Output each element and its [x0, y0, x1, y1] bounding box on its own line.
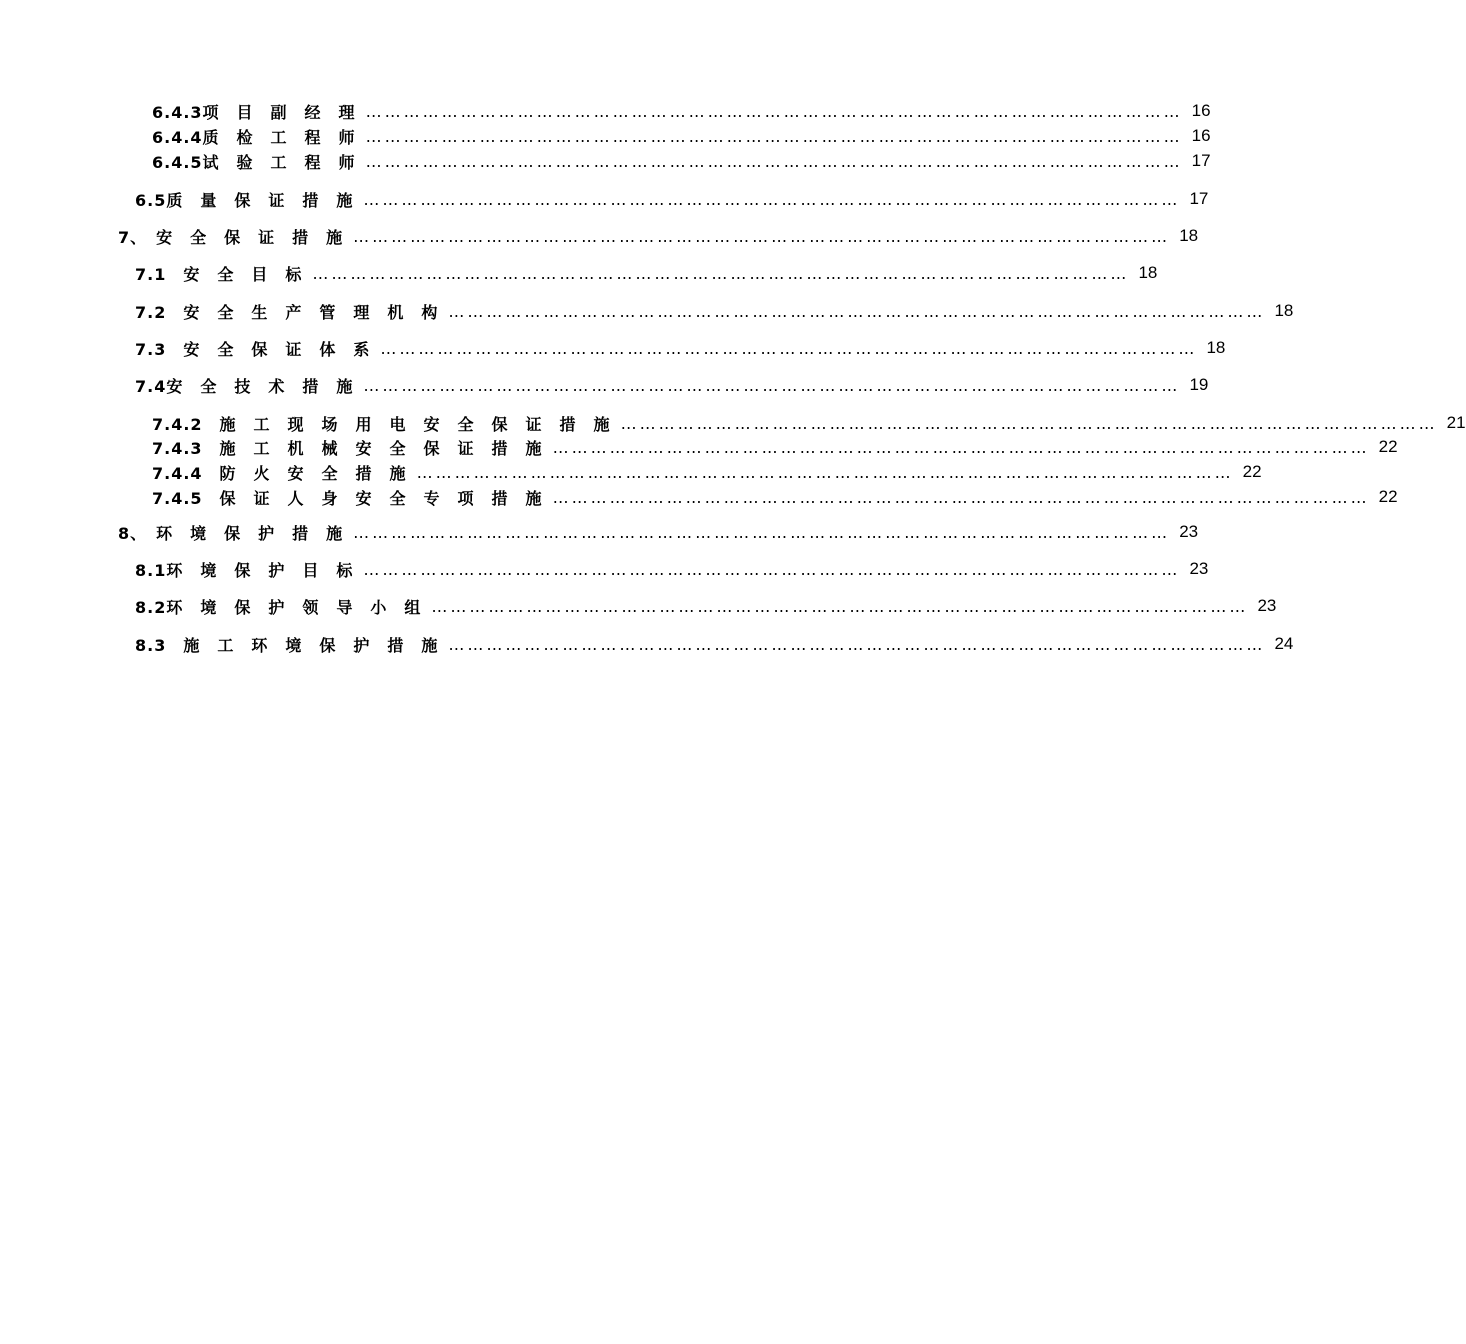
toc-leader-dots: ………………………………………………………………………………………………………………… — [312, 263, 1130, 283]
toc-entry-7[interactable] — [118, 225, 1199, 247]
toc-leader-dots: ………………………………………………………………………………………………………………… — [552, 487, 1370, 507]
toc-entry-label: 8.3 施 工 环 境 保 护 措 施 — [135, 635, 439, 655]
toc-entry-label: 7.4.5 保 证 人 身 安 全 专 项 措 施 — [152, 488, 543, 508]
toc-page-number: 17 — [1191, 151, 1211, 170]
toc-leader-dots: ………………………………………………………………………………………………………………… — [353, 522, 1171, 542]
toc-entry-label: 8.1环 境 保 护 目 标 — [135, 560, 354, 580]
toc-page-number: 18 — [1138, 263, 1158, 282]
toc-leader-dots: ………………………………………………………………………………………………………………… — [431, 596, 1249, 616]
toc-page-number: 22 — [1378, 437, 1398, 456]
toc-entry-6-5[interactable] — [135, 188, 1209, 210]
toc-entry-label: 8、 环 境 保 护 措 施 — [118, 523, 344, 543]
toc-entry-8-3[interactable] — [135, 633, 1294, 655]
toc-entry-label: 7.4.2 施 工 现 场 用 电 安 全 保 证 措 施 — [152, 414, 611, 434]
toc-leader-dots: ………………………………………………………………………………………………………………… — [552, 437, 1370, 457]
toc-leader-dots: ………………………………………………………………………………………………………………… — [363, 189, 1181, 209]
toc-entry-label: 8.2环 境 保 护 领 导 小 组 — [135, 597, 422, 617]
toc-page-number: 21 — [1446, 413, 1466, 432]
toc-leader-dots: ………………………………………………………………………………………………………………… — [380, 338, 1198, 358]
toc-entry-label: 7、 安 全 保 证 措 施 — [118, 227, 344, 247]
toc-page-number: 23 — [1257, 596, 1277, 615]
toc-page-number: 17 — [1189, 189, 1209, 208]
toc-page-number: 23 — [1179, 522, 1199, 541]
toc-leader-dots: ………………………………………………………………………………………………………………… — [365, 126, 1183, 146]
toc-entry-label: 6.4.3项 目 副 经 理 — [152, 102, 356, 122]
toc-entry-7-4-2[interactable] — [152, 412, 1466, 434]
toc-page-number: 16 — [1191, 101, 1211, 120]
toc-page-number: 18 — [1274, 301, 1294, 320]
toc-entry-7-2[interactable] — [135, 300, 1294, 322]
toc-leader-dots: ………………………………………………………………………………………………………………… — [365, 151, 1183, 171]
toc-leader-dots: ………………………………………………………………………………………………………………… — [363, 375, 1181, 395]
toc-entry-7-3[interactable] — [135, 337, 1226, 359]
toc-leader-dots: ………………………………………………………………………………………………………………… — [365, 101, 1183, 121]
toc-entry-6-4-5[interactable] — [152, 150, 1211, 172]
toc-leader-dots: ………………………………………………………………………………………………………………… — [448, 301, 1266, 321]
toc-page-number: 16 — [1191, 126, 1211, 145]
toc-page-number: 23 — [1189, 559, 1209, 578]
toc-leader-dots: ………………………………………………………………………………………………………………… — [448, 634, 1266, 654]
toc-entry-label: 7.4.4 防 火 安 全 措 施 — [152, 463, 407, 483]
toc-entry-7-4[interactable] — [135, 374, 1209, 396]
toc-page-number: 22 — [1242, 462, 1262, 481]
toc-entry-label: 6.5质 量 保 证 措 施 — [135, 190, 354, 210]
toc-entry-label: 7.1 安 全 目 标 — [135, 264, 303, 284]
toc-entry-8-1[interactable] — [135, 558, 1209, 580]
toc-entry-label: 7.2 安 全 生 产 管 理 机 构 — [135, 302, 439, 322]
toc-page-number: 24 — [1274, 634, 1294, 653]
toc-entry-7-4-5[interactable] — [152, 486, 1398, 508]
toc-entry-label: 7.4安 全 技 术 措 施 — [135, 376, 354, 396]
toc-page-number: 22 — [1378, 487, 1398, 506]
toc-entry-label: 6.4.4质 检 工 程 师 — [152, 127, 356, 147]
toc-entry-label: 6.4.5试 验 工 程 师 — [152, 152, 356, 172]
toc-leader-dots: ………………………………………………………………………………………………………………… — [353, 226, 1171, 246]
toc-page-number: 18 — [1206, 338, 1226, 357]
toc-entry-7-4-3[interactable] — [152, 436, 1398, 458]
toc-entry-label: 7.3 安 全 保 证 体 系 — [135, 339, 371, 359]
toc-entry-8[interactable] — [118, 521, 1199, 543]
toc-entry-6-4-4[interactable] — [152, 125, 1211, 147]
toc-leader-dots: ………………………………………………………………………………………………………………… — [416, 462, 1234, 482]
toc-leader-dots: ………………………………………………………………………………………………………………… — [363, 559, 1181, 579]
toc-entry-label: 7.4.3 施 工 机 械 安 全 保 证 措 施 — [152, 438, 543, 458]
toc-entry-8-2[interactable] — [135, 595, 1277, 617]
toc-entry-7-1[interactable] — [135, 262, 1158, 284]
toc-entry-7-4-4[interactable] — [152, 461, 1262, 483]
toc-page-number: 19 — [1189, 375, 1209, 394]
toc-entry-6-4-3[interactable] — [152, 100, 1211, 122]
toc-leader-dots: ………………………………………………………………………………………………………………… — [620, 413, 1438, 433]
toc-page-number: 18 — [1179, 226, 1199, 245]
